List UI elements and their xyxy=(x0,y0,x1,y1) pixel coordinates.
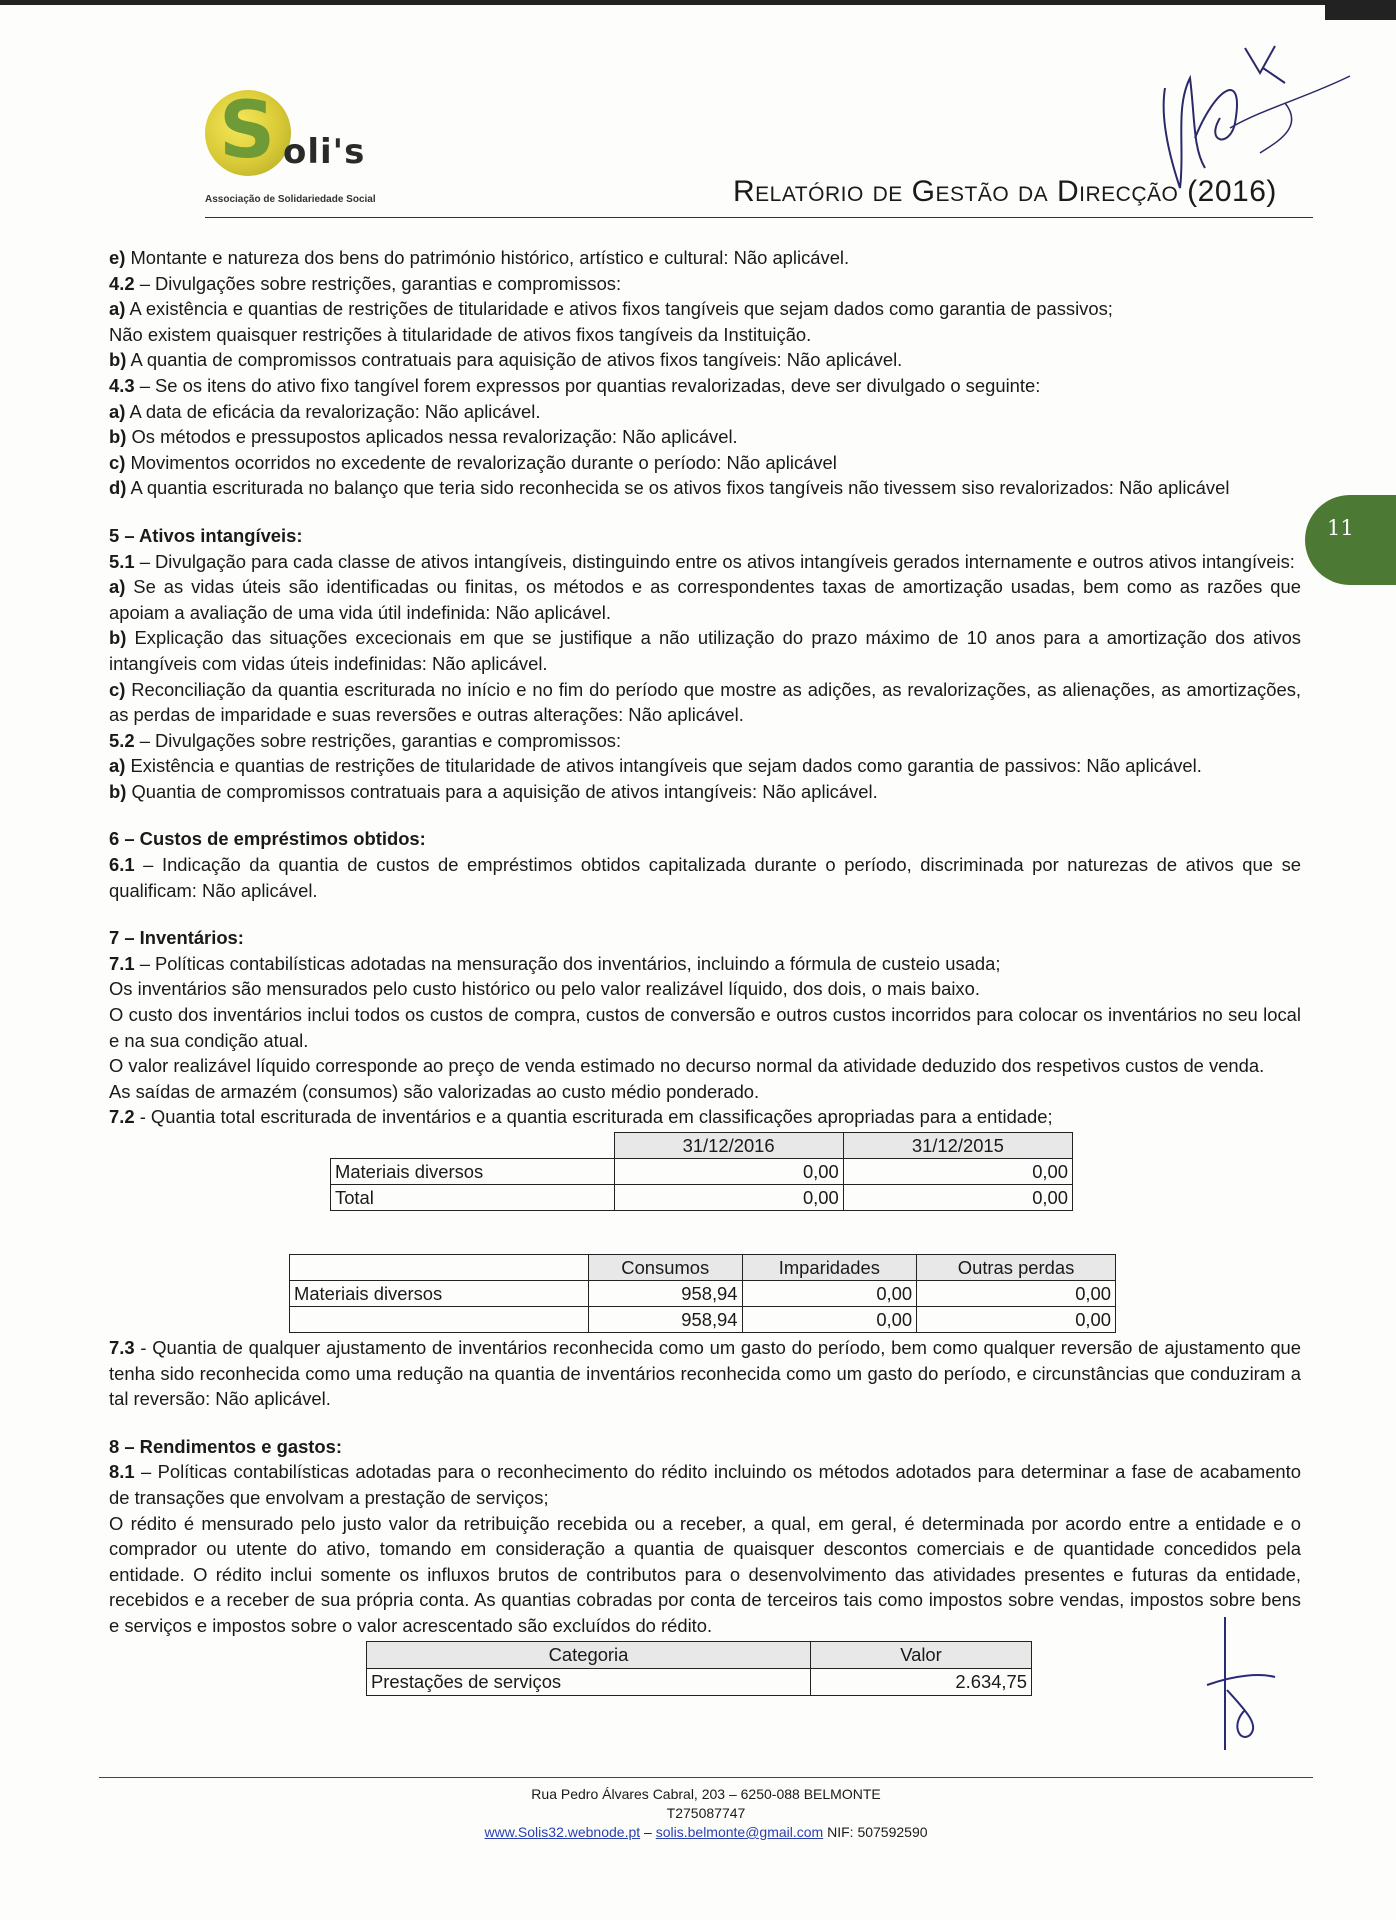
paragraph-text: – Políticas contabilísticas adotadas para o reconhecimento do rédito incluindo os métodos adotados para determinar a fase de acabamento de transações que envolvam a prestação de serviços; xyxy=(109,1461,1301,1508)
website-link[interactable]: www.Solis32.webnode.pt xyxy=(484,1824,641,1840)
paragraph xyxy=(109,677,1301,728)
item-label: a) xyxy=(109,400,126,422)
footer-divider xyxy=(99,1777,1313,1778)
paragraph-text: O valor realizável líquido corresponde ao preço de venda estimado no decurso normal da atividade deduzido dos respetivos custos de venda. xyxy=(109,1055,1265,1077)
paragraph xyxy=(109,1104,1301,1130)
paragraph xyxy=(109,1511,1301,1639)
paragraph-text: – Políticas contabilísticas adotadas na mensuração dos inventários, incluindo a fórmula de custeio usada; xyxy=(134,952,1001,974)
paragraph-text: Montante e natureza dos bens do património histórico, artístico e cultural: Não aplicável. xyxy=(125,247,850,268)
paragraph xyxy=(109,296,1301,322)
scan-top-edge xyxy=(0,0,1396,5)
item-label: c) xyxy=(109,678,126,700)
table-cell: 0,00 xyxy=(742,1307,917,1333)
paragraph xyxy=(109,951,1301,977)
signature-top-right xyxy=(1135,28,1360,213)
footer-separator: – xyxy=(640,1824,656,1840)
table-cell: 0,00 xyxy=(917,1307,1116,1333)
paragraph-text: Os inventários são mensurados pelo custo histórico ou pelo valor realizável líquido, dos dois, o mais baixo. xyxy=(109,978,980,1000)
footer xyxy=(99,1785,1313,1842)
document-body xyxy=(109,245,1301,1696)
paragraph-text: Não existem quaisquer restrições à titularidade de ativos fixos tangíveis da Instituição. xyxy=(109,323,812,345)
table-cell: 958,94 xyxy=(589,1281,743,1307)
paragraph-text: A existência e quantias de restrições de titularidade e ativos fixos tangíveis que sejam dados como garantia de passivos; xyxy=(125,298,1113,320)
paragraph xyxy=(109,373,1301,399)
table-header-cell: Consumos xyxy=(589,1255,743,1281)
paragraph-text: – Divulgações sobre restrições, garantias e compromissos: xyxy=(134,272,622,294)
item-label: 7.1 xyxy=(109,952,135,974)
table-cell: 0,00 xyxy=(614,1159,843,1185)
paragraph-text: – Indicação da quantia de custos de empréstimos obtidos capitalizada durante o período, discriminada por naturezas de ativos que se qualificam: Não aplicável. xyxy=(109,854,1301,901)
footer-address: Rua Pedro Álvares Cabral, 203 – 6250-088 BELMONTE xyxy=(531,1786,881,1802)
table-header-cell: Valor xyxy=(811,1641,1032,1668)
header-divider xyxy=(205,217,1313,218)
table-row xyxy=(367,1668,1032,1695)
solis-logo xyxy=(205,86,445,210)
table-cell: Total xyxy=(331,1185,615,1211)
paragraph xyxy=(109,976,1301,1002)
paragraph-text: O rédito é mensurado pelo justo valor da retribuição recebida ou a receber, a qual, em geral, é determinada por acordo entre a entidade e o comprador ou utente do ativo, tomando em consideração a quantia de quaisquer descontos comerciais e de quantidade concedidos pela entidade. O rédito inclui somente os influxos brutos de contributos para o desenvolvimento das atividades presentes e futuras da entidade, recebidos e a receber de sua própria conta. As quantias cobradas por conta de terceiros tais como impostos sobre vendas, impostos sobre bens e serviços e impostos sobre o valor acrescentado são excluídos do rédito. xyxy=(109,1512,1301,1636)
paragraph xyxy=(109,549,1301,575)
table-cell xyxy=(290,1307,589,1333)
table-row xyxy=(290,1281,1116,1307)
table-header-cell: Categoria xyxy=(367,1641,811,1668)
table-cell xyxy=(290,1255,589,1281)
table-cell: 0,00 xyxy=(843,1159,1072,1185)
consumption-table xyxy=(289,1254,1116,1333)
paragraph-text: Existência e quantias de restrições de titularidade de ativos intangíveis que sejam dados como garantia de passivos: Não aplicável. xyxy=(125,755,1202,777)
paragraph xyxy=(109,475,1301,501)
paragraph-text: – Divulgação para cada classe de ativos intangíveis, distinguindo entre os ativos intangíveis gerados internamente e outros ativos intangíveis: xyxy=(134,550,1295,572)
item-label: a) xyxy=(109,298,126,320)
paragraph-text: A data de eficácia da revalorização: Não aplicável. xyxy=(125,400,541,422)
paragraph-text: Se as vidas úteis são identificadas ou finitas, os métodos e as correspondentes taxas de amortização usadas, bem como as razões que apoiam a avaliação de uma vida útil indefinida: Não aplicável. xyxy=(109,576,1301,623)
paragraph xyxy=(109,271,1301,297)
paragraph xyxy=(109,399,1301,425)
table-header-row xyxy=(367,1641,1032,1668)
paragraph-text: As saídas de armazém (consumos) são valorizadas ao custo médio ponderado. xyxy=(109,1080,760,1102)
paragraph xyxy=(109,1053,1301,1079)
table-header-cell: 31/12/2016 xyxy=(614,1133,843,1159)
table-header-row xyxy=(331,1133,1073,1159)
paragraph-text: A quantia escriturada no balanço que teria sido reconhecida se os ativos fixos tangíveis não tivessem siso revalorizados: Não aplicável xyxy=(126,477,1230,499)
table-cell: 0,00 xyxy=(843,1185,1072,1211)
paragraph-text: - Quantia de qualquer ajustamento de inventários reconhecida como um gasto do período, bem como qualquer reversão de ajustamento que tenha sido reconhecida como uma redução na quantia de inventários reconhecida como um gasto do período, e circunstâncias que conduziram a tal reversão: Não aplicável. xyxy=(109,1337,1301,1410)
revenue-table xyxy=(366,1641,1032,1696)
table-cell: 2.634,75 xyxy=(811,1668,1032,1695)
section-heading-7: 7 – Inventários: xyxy=(109,927,244,949)
table-header-cell: Imparidades xyxy=(742,1255,917,1281)
table-cell xyxy=(331,1133,615,1159)
scan-corner-mark xyxy=(1325,0,1396,20)
item-label: c) xyxy=(109,451,126,473)
paragraph-text: Explicação das situações excecionais em que se justifique a não utilização do prazo máximo de 10 anos para a amortização dos ativos intangíveis com vidas úteis indefinidas: Não aplicável. xyxy=(109,627,1301,674)
item-label: b) xyxy=(109,426,127,448)
logo-letter: S xyxy=(219,86,276,176)
paragraph xyxy=(109,347,1301,373)
paragraph-text: Quantia de compromissos contratuais para a aquisição de ativos intangíveis: Não aplicável. xyxy=(126,780,878,802)
inventories-table xyxy=(330,1132,1073,1211)
item-label: d) xyxy=(109,477,127,499)
item-label: a) xyxy=(109,755,126,777)
table-cell: 0,00 xyxy=(742,1281,917,1307)
footer-contacts xyxy=(99,1823,1313,1842)
paragraph-text: O custo dos inventários inclui todos os custos de compra, custos de conversão e outros custos incorridos para colocar os inventários no seu local e na sua condição atual. xyxy=(109,1004,1301,1051)
paragraph xyxy=(109,852,1301,903)
item-label: b) xyxy=(109,349,127,371)
paragraph xyxy=(109,625,1301,676)
report-title: Relatório de Gestão da Direcção (2016) xyxy=(733,175,1277,208)
item-label: b) xyxy=(109,780,127,802)
paragraph xyxy=(109,1002,1301,1053)
table-header-row xyxy=(290,1255,1116,1281)
table-cell: Materiais diversos xyxy=(290,1281,589,1307)
section-heading-5: 5 – Ativos intangíveis: xyxy=(109,524,303,546)
paragraph xyxy=(109,1459,1301,1510)
table-cell: 0,00 xyxy=(614,1185,843,1211)
paragraph-text: - Quantia total escriturada de inventários e a quantia escriturada em classificações apropriadas para a entidade; xyxy=(134,1106,1053,1128)
item-label: 7.2 xyxy=(109,1106,135,1128)
paragraph xyxy=(109,424,1301,450)
email-link[interactable]: solis.belmonte@gmail.com xyxy=(655,1824,824,1840)
item-label: b) xyxy=(109,627,127,649)
footer-nif: NIF: 507592590 xyxy=(823,1824,928,1840)
paragraph xyxy=(109,1079,1301,1105)
table-header-cell: 31/12/2015 xyxy=(843,1133,1072,1159)
item-label: 5.2 xyxy=(109,729,135,751)
paragraph xyxy=(109,450,1301,476)
paragraph-text: – Divulgações sobre restrições, garantias e compromissos: xyxy=(134,729,622,751)
paragraph xyxy=(109,753,1301,779)
table-row xyxy=(331,1159,1073,1185)
item-label: a) xyxy=(109,576,126,598)
paragraph-text: Reconciliação da quantia escriturada no início e no fim do período que mostre as adições, as revalorizações, as alienações, as amortizações, as perdas de imparidade e suas reversões e outras alterações: Não aplicável. xyxy=(109,678,1301,726)
logo-name: oli's xyxy=(283,132,366,172)
item-label: e) xyxy=(109,247,126,268)
paragraph-text: Movimentos ocorridos no excedente de revalorização durante o período: Não aplicável xyxy=(125,451,837,473)
table-cell: Prestações de serviços xyxy=(367,1668,811,1695)
paragraph xyxy=(109,245,1301,271)
footer-phone: T275087747 xyxy=(666,1805,746,1821)
section-heading-8: 8 – Rendimentos e gastos: xyxy=(109,1435,343,1457)
table-cell: Materiais diversos xyxy=(331,1159,615,1185)
paragraph-text: A quantia de compromissos contratuais para aquisição de ativos fixos tangíveis: Não aplicável. xyxy=(126,349,903,371)
paragraph xyxy=(109,779,1301,805)
item-label: 6.1 xyxy=(109,854,135,876)
section-heading-6: 6 – Custos de empréstimos obtidos: xyxy=(109,828,426,850)
paragraph xyxy=(109,728,1301,754)
table-row xyxy=(290,1307,1116,1333)
item-label: 4.2 xyxy=(109,272,135,294)
item-label: 7.3 xyxy=(109,1337,135,1358)
item-label: 8.1 xyxy=(109,1461,135,1483)
paragraph-text: Os métodos e pressupostos aplicados nessa revalorização: Não aplicável. xyxy=(126,426,738,448)
table-cell: 958,94 xyxy=(589,1307,743,1333)
table-header-cell: Outras perdas xyxy=(917,1255,1116,1281)
item-label: 5.1 xyxy=(109,550,135,572)
page-number-tab: 11 xyxy=(1305,495,1396,585)
table-row xyxy=(331,1185,1073,1211)
item-label: 4.3 xyxy=(109,374,135,396)
paragraph-text: – Se os itens do ativo fixo tangível forem expressos por quantias revalorizadas, deve ser divulgado o seguinte: xyxy=(134,374,1041,396)
logo-subtitle: Associação de Solidariedade Social xyxy=(205,194,376,205)
paragraph xyxy=(109,322,1301,348)
table-cell: 0,00 xyxy=(917,1281,1116,1307)
paragraph xyxy=(109,574,1301,625)
paragraph xyxy=(109,1335,1301,1412)
